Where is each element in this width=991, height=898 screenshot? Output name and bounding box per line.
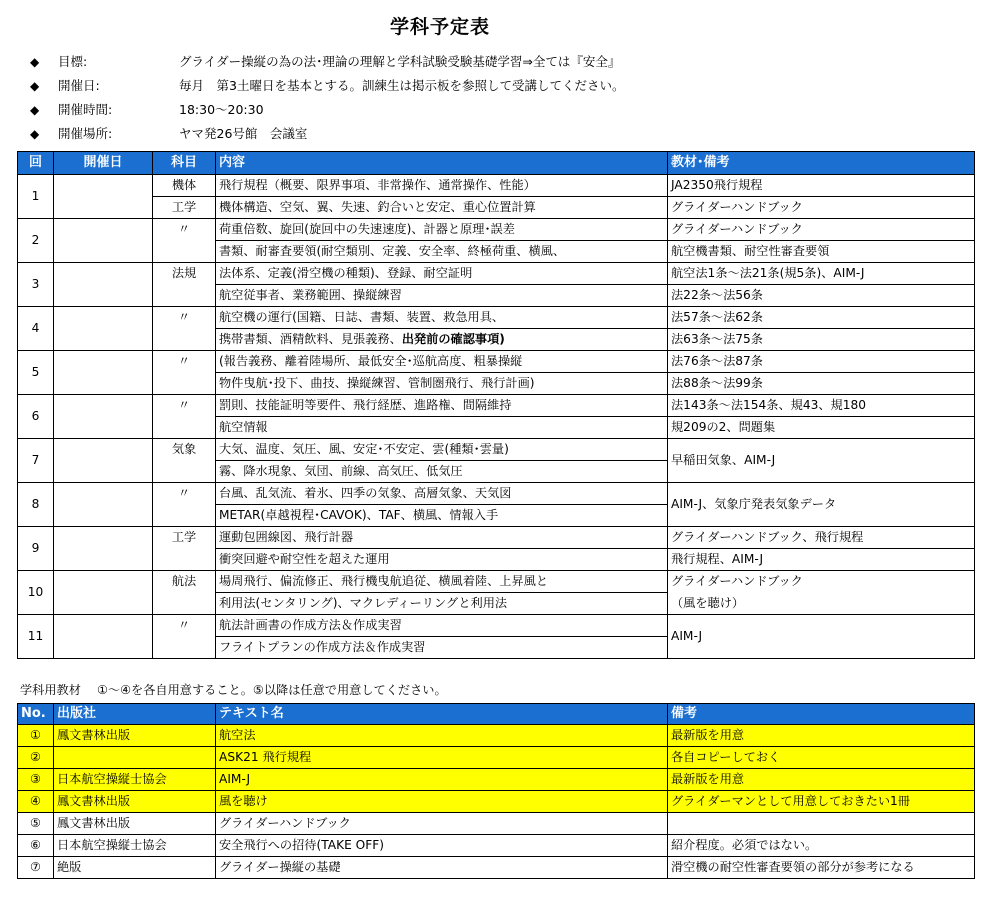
- session-number: 5: [18, 351, 54, 395]
- session-date: [54, 219, 153, 263]
- session-materials: グライダーハンドブック: [668, 219, 975, 241]
- session-number: 8: [18, 483, 54, 527]
- session-date: [54, 395, 153, 439]
- session-number: 3: [18, 263, 54, 307]
- materials-header-row: [18, 704, 975, 725]
- session-content: 衝突回避や耐空性を超えた運用: [216, 549, 668, 571]
- material-notes: 各自コピーしておく: [668, 747, 975, 769]
- session-content: 台風、乱気流、着氷、四季の気象、高層気象、天気図: [216, 483, 668, 505]
- session-date: [54, 483, 153, 527]
- table-row: [18, 769, 975, 791]
- material-publisher: 日本航空操縦士協会: [54, 769, 216, 791]
- table-row: [18, 725, 975, 747]
- material-no: ⑤: [18, 813, 54, 835]
- header-date: 開催日: [54, 152, 153, 175]
- material-notes: 最新版を用意: [668, 725, 975, 747]
- session-content: 罰則、技能証明等要件、飛行経歴、進路権、間隔維持: [216, 395, 668, 417]
- session-content: METAR(卓越視程･CAVOK)、TAF、横風、情報入手: [216, 505, 668, 527]
- material-notes: グライダーマンとして用意しておきたい1冊: [668, 791, 975, 813]
- table-row: [18, 813, 975, 835]
- table-row: [18, 857, 975, 879]
- info-value: グライダー操縦の為の法･理論の理解と学科試験受験基礎学習⇒全ては『安全』: [179, 54, 621, 69]
- info-date: [30, 76, 624, 100]
- material-no: ⑦: [18, 857, 54, 879]
- material-notes: 紹介程度。必須ではない。: [668, 835, 975, 857]
- schedule-table: [17, 151, 975, 659]
- session-content: 霧、降水現象、気団、前線、高気圧、低気圧: [216, 461, 668, 483]
- material-publisher: 鳳文書林出版: [54, 725, 216, 747]
- header-no: 回: [18, 152, 54, 175]
- session-subject: 工学: [153, 527, 216, 571]
- content-emphasis: 出発前の確認事項): [401, 332, 505, 346]
- header-no: No.: [18, 704, 54, 725]
- session-materials: 法63条～法75条: [668, 329, 975, 351]
- session-number: 2: [18, 219, 54, 263]
- session-materials: AIM-J: [668, 615, 975, 659]
- material-publisher: 鳳文書林出版: [54, 791, 216, 813]
- session-content: 物件曳航･投下、曲技、操縦練習、管制圏飛行、飛行計画): [216, 373, 668, 395]
- header-content: 内容: [216, 152, 668, 175]
- materials-table: [17, 703, 975, 879]
- diamond-bullet-icon: ◆: [30, 79, 40, 93]
- table-row: [18, 835, 975, 857]
- table-row: [18, 747, 975, 769]
- session-content: フライトプランの作成方法＆作成実習: [216, 637, 668, 659]
- material-text: 風を聴け: [216, 791, 668, 813]
- table-row: [18, 527, 975, 549]
- session-content: 法体系、定義(滑空機の種類)、登録、耐空証明: [216, 263, 668, 285]
- material-no: ①: [18, 725, 54, 747]
- diamond-bullet-icon: ◆: [30, 103, 40, 117]
- session-content: 運動包囲線図、飛行計器: [216, 527, 668, 549]
- session-date: [54, 615, 153, 659]
- material-publisher: [54, 747, 216, 769]
- diamond-bullet-icon: ◆: [30, 55, 40, 69]
- session-number: 4: [18, 307, 54, 351]
- table-row: [18, 791, 975, 813]
- session-number: 11: [18, 615, 54, 659]
- session-content: 大気、温度、気圧、風、安定･不安定、雲(種類･雲量): [216, 439, 668, 461]
- table-row: [18, 175, 975, 197]
- session-date: [54, 571, 153, 615]
- session-subject: 航法: [153, 571, 216, 615]
- session-materials: グライダーハンドブック: [668, 571, 975, 593]
- session-materials: AIM-J、気象庁発表気象データ: [668, 483, 975, 527]
- session-materials: 飛行規程、AIM-J: [668, 549, 975, 571]
- material-publisher: 鳳文書林出版: [54, 813, 216, 835]
- material-text: グライダー操縦の基礎: [216, 857, 668, 879]
- session-content: 荷重倍数、旋回(旋回中の失速速度)、計器と原理･誤差: [216, 219, 668, 241]
- info-label: 開催時間:: [58, 102, 113, 117]
- session-date: [54, 263, 153, 307]
- header-publisher: 出版社: [54, 704, 216, 725]
- diamond-bullet-icon: ◆: [30, 127, 40, 141]
- table-row: [18, 307, 975, 329]
- material-notes: [668, 813, 975, 835]
- material-publisher: 絶版: [54, 857, 216, 879]
- session-materials: 法88条～法99条: [668, 373, 975, 395]
- session-content: 機体構造、空気、翼、失速、釣合いと安定、重心位置計算: [216, 197, 668, 219]
- header-text: テキスト名: [216, 704, 668, 725]
- session-date: [54, 439, 153, 483]
- session-content: 場周飛行、偏流修正、飛行機曳航追従、横風着陸、上昇風と: [216, 571, 668, 593]
- info-label: 開催場所:: [58, 126, 113, 141]
- session-number: 9: [18, 527, 54, 571]
- session-subject: 法規: [153, 263, 216, 307]
- content-text: 携帯書類、酒精飲料、見張義務、: [219, 332, 402, 346]
- info-list: [30, 52, 624, 148]
- session-materials: 規209の2、問題集: [668, 417, 975, 439]
- materials-note: 学科用教材 ①～④を各自用意すること。⑤以降は任意で用意してください。: [20, 683, 447, 697]
- header-subject: 科目: [153, 152, 216, 175]
- table-row: [18, 439, 975, 461]
- material-text: AIM-J: [216, 769, 668, 791]
- session-materials: （風を聴け）: [668, 593, 975, 615]
- info-value: ヤマ発26号館 会議室: [179, 126, 308, 141]
- material-publisher: 日本航空操縦士協会: [54, 835, 216, 857]
- material-no: ⑥: [18, 835, 54, 857]
- info-value: 毎月 第3土曜日を基本とする。訓練生は掲示板を参照して受講してください。: [179, 78, 625, 93]
- session-content: 航空機の運行(国籍、日誌、書類、装置、救急用具、: [216, 307, 668, 329]
- material-no: ④: [18, 791, 54, 813]
- session-content: 飛行規程（概要、限界事項、非常操作、通常操作、性能）: [216, 175, 668, 197]
- info-label: 目標:: [58, 54, 88, 69]
- session-subject: 〃: [153, 483, 216, 527]
- table-row: [18, 571, 975, 593]
- session-number: 1: [18, 175, 54, 219]
- material-text: グライダーハンドブック: [216, 813, 668, 835]
- info-value: 18:30～20:30: [179, 102, 264, 117]
- info-place: [30, 124, 624, 148]
- session-materials: JA2350飛行規程: [668, 175, 975, 197]
- schedule-header-row: [18, 152, 975, 175]
- session-subject: 〃: [153, 395, 216, 439]
- session-subject: 〃: [153, 219, 216, 263]
- material-notes: 滑空機の耐空性審査要領の部分が参考になる: [668, 857, 975, 879]
- session-subject: 工学: [153, 197, 216, 219]
- session-date: [54, 175, 153, 219]
- header-materials: 教材･備考: [668, 152, 975, 175]
- session-subject: 機体: [153, 175, 216, 197]
- table-row: [18, 219, 975, 241]
- session-subject: 〃: [153, 351, 216, 395]
- table-row: [18, 263, 975, 285]
- table-row: [18, 351, 975, 373]
- session-content: 書類、耐審査要領(耐空類別、定義、安全率、終極荷重、横風、: [216, 241, 668, 263]
- session-materials: 法143条～法154条、規43、規180: [668, 395, 975, 417]
- material-no: ③: [18, 769, 54, 791]
- table-row: [18, 483, 975, 505]
- session-subject: 〃: [153, 307, 216, 351]
- page-title: 学科予定表: [389, 16, 490, 38]
- info-goal: [30, 52, 624, 76]
- session-content: 航法計画書の作成方法＆作成実習: [216, 615, 668, 637]
- session-number: 7: [18, 439, 54, 483]
- session-content: 航空情報: [216, 417, 668, 439]
- session-materials: 航空法1条～法21条(規5条)、AIM-J: [668, 263, 975, 285]
- session-content: 航空従事者、業務範囲、操縦練習: [216, 285, 668, 307]
- info-label: 開催日:: [58, 78, 100, 93]
- session-materials: 法76条～法87条: [668, 351, 975, 373]
- material-text: 安全飛行への招待(TAKE OFF): [216, 835, 668, 857]
- session-date: [54, 307, 153, 351]
- session-materials: 法57条～法62条: [668, 307, 975, 329]
- session-materials: 法22条～法56条: [668, 285, 975, 307]
- session-materials: 航空機書類、耐空性審査要領: [668, 241, 975, 263]
- material-notes: 最新版を用意: [668, 769, 975, 791]
- material-text: ASK21 飛行規程: [216, 747, 668, 769]
- header-notes: 備考: [668, 704, 975, 725]
- material-no: ②: [18, 747, 54, 769]
- session-date: [54, 351, 153, 395]
- session-materials: グライダーハンドブック: [668, 197, 975, 219]
- session-number: 10: [18, 571, 54, 615]
- session-subject: 気象: [153, 439, 216, 483]
- material-text: 航空法: [216, 725, 668, 747]
- table-row: [18, 197, 975, 219]
- info-time: [30, 100, 624, 124]
- table-row: [18, 615, 975, 637]
- session-content: 利用法(センタリング)、マクレディーリングと利用法: [216, 593, 668, 615]
- session-content: [216, 329, 668, 351]
- session-content: (報告義務、離着陸場所、最低安全･巡航高度、粗暴操縦: [216, 351, 668, 373]
- session-materials: グライダーハンドブック、飛行規程: [668, 527, 975, 549]
- session-date: [54, 527, 153, 571]
- table-row: [18, 395, 975, 417]
- session-materials: 早稲田気象、AIM-J: [668, 439, 975, 483]
- session-number: 6: [18, 395, 54, 439]
- session-subject: 〃: [153, 615, 216, 659]
